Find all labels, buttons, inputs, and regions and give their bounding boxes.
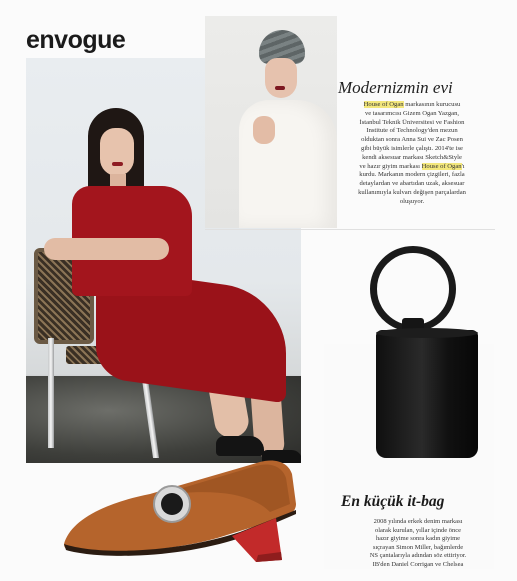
- line: gibi büyük isimlerle çalıştı. 2014'te ise: [361, 144, 463, 152]
- line: oluşuyor.: [399, 197, 425, 205]
- shoe-eyelet-hole: [161, 493, 183, 515]
- designer-portrait-photo: [205, 16, 337, 228]
- designer-face: [265, 58, 297, 98]
- line: NS çantalarıyla adından söz ettiriyor.: [369, 552, 467, 560]
- white-blouse: [239, 100, 337, 228]
- designer-hand: [253, 116, 275, 144]
- line: ve hazır giyim markası House of Ogan'ı: [359, 162, 465, 170]
- model-arm: [44, 238, 169, 260]
- bag-rim: [376, 328, 478, 338]
- line: sıçrayan Simon Miller, bağımlerde: [372, 543, 464, 551]
- line: kurdu. Markanın modern çizgileri, fazla: [359, 171, 465, 179]
- line: Institute of Technology'den mezun: [366, 127, 458, 135]
- line: kullanımıyla kulvarı değişen parçalardan: [358, 188, 466, 196]
- model-face: [100, 128, 134, 176]
- black-bucket-bag: [376, 330, 478, 458]
- divider: [205, 229, 495, 230]
- line: IB'den Daniel Corrigan ve Chelsea: [372, 560, 464, 568]
- line: 2008 yılında erkek denim markası: [373, 518, 463, 525]
- line: detaylardan ve abartıdan uzak, aksesuar: [359, 180, 465, 188]
- line: olduktan sonra Anna Sui ve Zac Posen: [361, 136, 463, 144]
- feature-title: Modernizmin evi: [338, 78, 453, 97]
- designer-lips: [275, 86, 285, 90]
- line: İstanbul Teknik Üniversitesi ve Fashion: [359, 118, 465, 126]
- line: ve tasarımcısı Gizem Ogan Yazgan,: [364, 109, 460, 117]
- brand-logo: envogue: [26, 26, 126, 54]
- line: olarak kurulan, yıllar içinde önce: [374, 526, 462, 534]
- tan-leather-shoe: [60, 452, 300, 567]
- feature-body: [338, 101, 486, 207]
- itbag-title: En küçük it-bag: [341, 493, 445, 510]
- line: hazır giyime sonra kadın giyime: [375, 535, 461, 543]
- chair-frame: [48, 338, 54, 448]
- line: kendi aksesuar markası Sketch&Style: [362, 153, 462, 161]
- line: House of Ogan markasının kurucusu: [363, 101, 461, 108]
- model-lips: [112, 162, 123, 166]
- itbag-body: [341, 518, 495, 570]
